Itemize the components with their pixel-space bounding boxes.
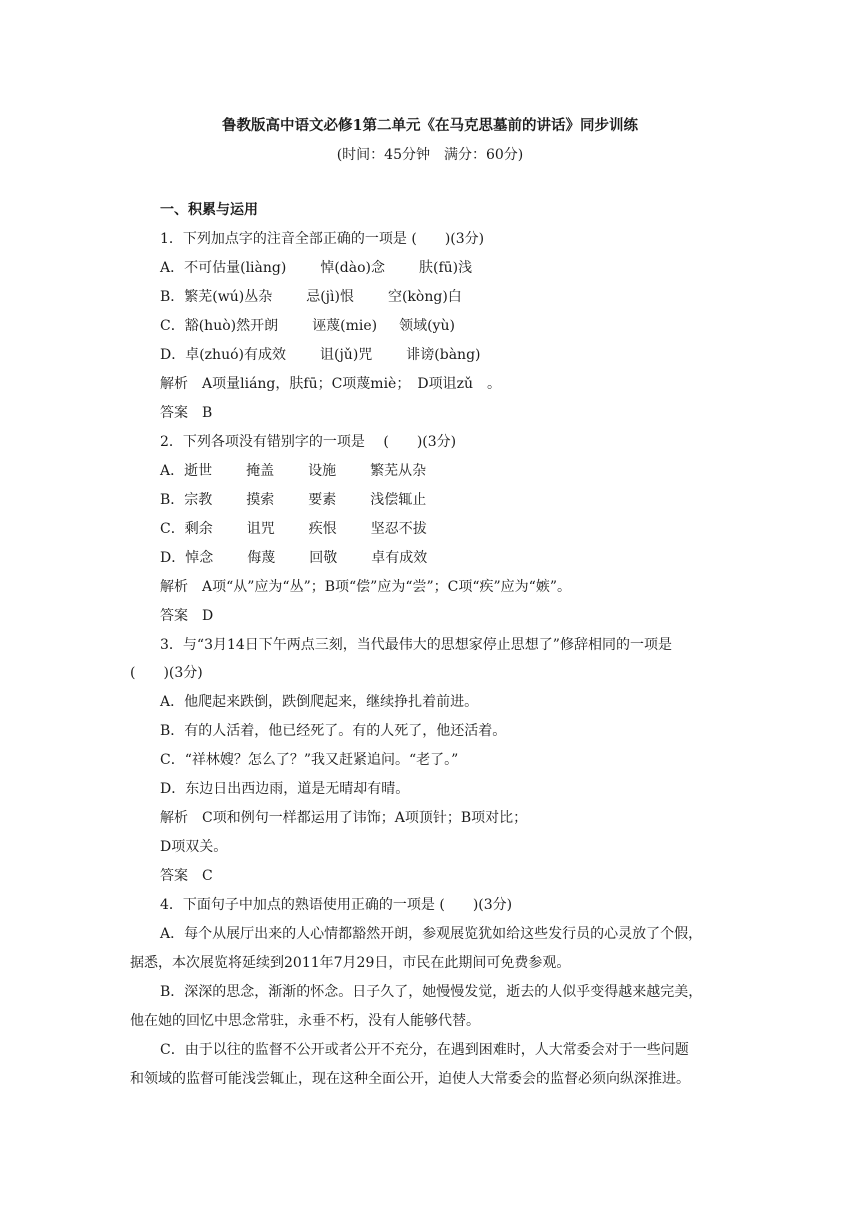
q2-d-4: 卓有成效 <box>371 550 428 566</box>
q2-d-1: D．悼念 <box>160 550 214 566</box>
q1-answer: 答案 B <box>160 405 213 421</box>
q2-option-b <box>160 491 426 509</box>
q2-d-2: 侮蔑 <box>247 550 276 566</box>
q1-d-part3: 诽谤(bàng) <box>406 347 481 363</box>
q1-analysis: 解析 A项量liáng，肤fū；C项蔑miè； D项诅zǔ 。 <box>160 376 501 392</box>
q2-d-3: 回敬 <box>309 550 338 566</box>
q4-option-c-line2: 和领域的监督可能浅尝辄止，现在这种全面公开，迫使人大常委会的监督必须向纵深推进。 <box>130 1071 690 1087</box>
q2-stem: 2．下列各项没有错别字的一项是 ( )(3分) <box>160 434 457 450</box>
q1-d-part2: 诅(jǔ)咒 <box>320 347 373 363</box>
q3-analysis-line1: 解析 C项和例句一样都运用了讳饰；A项顶针；B项对比； <box>160 810 528 826</box>
q1-a-part1: A．不可估量(liàng) <box>160 260 287 276</box>
document-title: 鲁教版高中语文必修1第二单元《在马克思墓前的讲话》同步训练 <box>221 117 639 134</box>
q3-option-b: B．有的人活着，他已经死了。有的人死了，他还活着。 <box>160 723 507 739</box>
q1-stem: 1．下列加点字的注音全部正确的一项是 ( )(3分) <box>160 231 485 247</box>
q2-option-c <box>160 520 427 538</box>
q4-stem: 4．下面句子中加点的熟语使用正确的一项是 ( )(3分) <box>160 897 513 913</box>
q1-option-d <box>160 346 481 364</box>
q2-a-4: 繁芜从杂 <box>370 463 427 479</box>
q4-option-a-line1: A．每个从展厅出来的人心情都豁然开朗，参观展览犹如给这些发行员的心灵放了个假， <box>160 926 703 942</box>
section-heading: 一、积累与运用 <box>160 202 258 218</box>
q3-stem-line1: 3．与“3月14日下午两点三刻，当代最伟大的思想家停止思想了”修辞相同的一项是 <box>160 637 672 653</box>
q1-c-part2: 诬蔑(mie) <box>312 318 378 334</box>
q1-a-part2: 悼(dào)念 <box>320 260 385 276</box>
q2-a-2: 掩盖 <box>246 463 275 479</box>
q4-option-b-line2: 他在她的回忆中思念常驻，永垂不朽，没有人能够代替。 <box>130 1013 480 1029</box>
document-subtitle: (时间：45分钟 满分：60分) <box>336 147 524 163</box>
q2-b-3: 要素 <box>308 492 337 508</box>
q2-answer: 答案 D <box>160 608 214 624</box>
q2-c-2: 诅咒 <box>246 521 275 537</box>
q2-c-3: 疾恨 <box>308 521 337 537</box>
q1-option-c <box>160 317 455 335</box>
q2-c-1: C．剩余 <box>160 521 213 537</box>
q2-b-1: B．宗教 <box>160 492 213 508</box>
q1-d-part1: D．卓(zhuó)有成效 <box>160 347 286 363</box>
q2-analysis: 解析 A项“从”应为“丛”；B项“偿”应为“尝”；C项“疾”应为“嫉”。 <box>160 579 571 595</box>
q4-option-b-line1: B．深深的思念，渐渐的怀念。日子久了，她慢慢发觉，逝去的人似乎变得越来越完美， <box>160 984 703 1000</box>
q3-option-d: D．东边日出西边雨，道是无晴却有晴。 <box>160 781 410 797</box>
q3-analysis-line2: D项双关。 <box>160 839 228 855</box>
q4-option-c-line1: C．由于以往的监督不公开或者公开不充分，在遇到困难时，人大常委会对于一些问题 <box>160 1042 689 1058</box>
q2-b-2: 摸索 <box>246 492 275 508</box>
q1-option-a <box>160 259 472 277</box>
q3-stem-line2: ( )(3分) <box>130 665 203 681</box>
q1-a-part3: 肤(fū)浅 <box>419 260 473 276</box>
q2-option-a <box>160 462 426 480</box>
q2-b-4: 浅偿辄止 <box>370 492 427 508</box>
q3-option-a: A．他爬起来跌倒，跌倒爬起来，继续挣扎着前进。 <box>160 694 479 710</box>
q1-b-part3: 空(kòng)白 <box>387 289 462 305</box>
q3-answer: 答案 C <box>160 868 213 884</box>
q1-b-part2: 忌(jì)恨 <box>306 289 354 305</box>
q4-option-a-line2: 据悉，本次展览将延续到2011年7月29日，市民在此期间可免费参观。 <box>130 955 571 971</box>
q2-c-4: 坚忍不拔 <box>370 521 427 537</box>
q1-c-part1: C．豁(huò)然开朗 <box>160 318 279 334</box>
q3-option-c: C．“祥林嫂？怎么了？”我又赶紧追问。“老了。” <box>160 752 459 768</box>
q2-a-3: 设施 <box>308 463 337 479</box>
q1-c-part3: 领域(yù) <box>399 318 455 334</box>
q2-option-d <box>160 549 427 567</box>
q2-a-1: A．逝世 <box>160 463 213 479</box>
q1-option-b <box>160 288 462 306</box>
q1-b-part1: B．繁芜(wú)丛杂 <box>160 289 273 305</box>
